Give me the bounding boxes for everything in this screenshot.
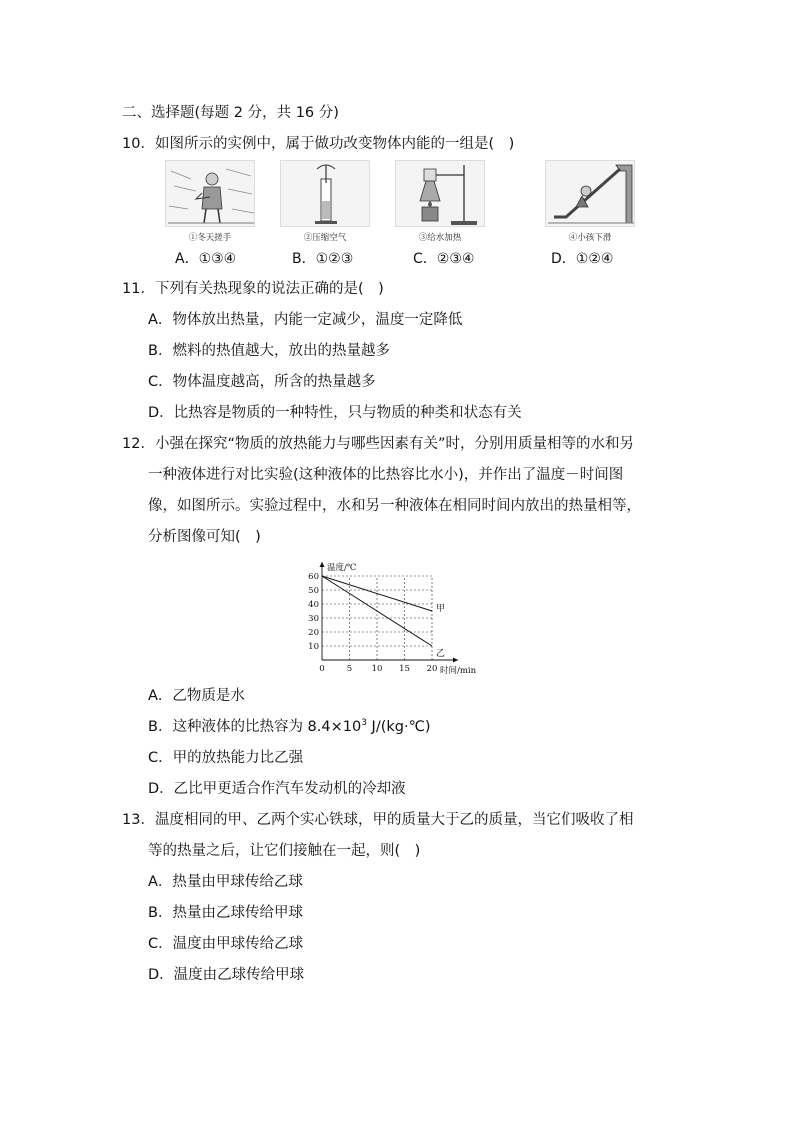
child-on-slide-icon xyxy=(546,161,636,228)
figure-caption-3: ③给水加热 xyxy=(418,233,462,243)
figure-caption-1: ①冬天搓手 xyxy=(188,233,232,243)
y-tick-label: 60 xyxy=(308,572,319,582)
question-11-stem: 11．下列有关热现象的说法正确的是( ) xyxy=(122,281,384,297)
question-13-stem-line-1: 13．温度相同的甲、乙两个实心铁球，甲的质量大于乙的质量，当它们吸收了相 xyxy=(122,812,634,828)
chart-series xyxy=(322,576,445,659)
person-rubbing-hands-icon xyxy=(166,161,256,228)
x-tick-label: 20 xyxy=(426,664,438,674)
q13-option-a[interactable]: A．热量由甲球传给乙球 xyxy=(148,874,303,890)
question-12-stem-line-3: 像，如图所示。实验过程中，水和另一种液体在相同时间内放出的热量相等， xyxy=(148,498,641,514)
figure-compress-air xyxy=(280,160,370,227)
section-heading: 二、选择题(每题 2 分，共 16 分) xyxy=(122,105,339,121)
question-10-stem: 10．如图所示的实例中，属于做功改变物体内能的一组是( ) xyxy=(122,136,515,152)
q13-option-d[interactable]: D．温度由乙球传给甲球 xyxy=(148,967,305,983)
chart-ticks xyxy=(308,572,437,674)
y-tick-label: 20 xyxy=(308,628,319,638)
chart-grid xyxy=(322,576,432,660)
q10-option-d[interactable]: D．①②④ xyxy=(551,251,614,267)
question-13-stem-line-2: 等的热量之后，让它们接触在一起，则( ) xyxy=(148,843,421,859)
q10-option-a[interactable]: A．①③④ xyxy=(175,251,237,267)
figure-caption-4: ④小孩下滑 xyxy=(568,233,612,243)
q12-option-b-exponent: 3 xyxy=(361,718,367,729)
x-tick-label: 5 xyxy=(346,664,353,674)
series-line-1 xyxy=(322,576,432,611)
x-tick-label: 10 xyxy=(371,664,383,674)
q12-option-c[interactable]: C．甲的放热能力比乙强 xyxy=(148,750,304,766)
y-tick-label: 10 xyxy=(308,642,319,652)
x-tick-label: 15 xyxy=(399,664,410,674)
x-axis-arrow xyxy=(453,658,458,663)
question-12-stem-line-4: 分析图像可知( ) xyxy=(148,529,261,545)
q12-option-d[interactable]: D．乙比甲更适合作汽车发动机的冷却液 xyxy=(148,781,406,797)
figure-heat-water xyxy=(395,160,485,227)
y-tick-label: 50 xyxy=(308,586,319,596)
q12-option-b[interactable] xyxy=(148,717,431,737)
temperature-time-chart xyxy=(300,555,490,680)
y-axis-arrow xyxy=(320,562,325,567)
figure-rubbing-hands xyxy=(165,160,255,227)
q10-option-b[interactable]: B．①②③ xyxy=(292,251,354,267)
question-12-stem-line-2: 一种液体进行对比实验(这种液体的比热容比水小)，并作出了温度－时间图 xyxy=(148,467,624,483)
y-tick-label: 40 xyxy=(308,600,319,610)
x-axis-label: 时间/min xyxy=(440,666,477,676)
q13-option-b[interactable]: B．热量由乙球传给甲球 xyxy=(148,905,303,921)
question-12-stem-line-1: 12．小强在探究“物质的放热能力与哪些因素有关”时，分别用质量相等的水和另 xyxy=(122,436,634,452)
flask-on-stand-icon xyxy=(396,161,486,228)
q11-option-b[interactable]: B．燃料的热值越大，放出的热量越多 xyxy=(148,343,390,359)
series-label-2: 乙 xyxy=(436,649,446,659)
y-tick-label: 30 xyxy=(308,614,319,624)
series-label-1: 甲 xyxy=(436,604,446,614)
q13-option-c[interactable]: C．温度由甲球传给乙球 xyxy=(148,936,304,952)
q12-option-b-unit: J/(kg·℃) xyxy=(366,719,431,735)
y-axis-label: 温度/℃ xyxy=(327,563,357,573)
q12-option-b-main: B．这种液体的比热容为 8.4×10 xyxy=(148,719,362,735)
q10-option-c[interactable]: C．②③④ xyxy=(413,251,475,267)
figure-caption-2: ②压缩空气 xyxy=(303,233,347,243)
figure-child-slide xyxy=(545,160,635,227)
q11-option-a[interactable]: A．物体放出热量，内能一定减少，温度一定降低 xyxy=(148,312,463,328)
q12-option-a[interactable]: A．乙物质是水 xyxy=(148,688,245,704)
piston-syringe-icon xyxy=(281,161,371,228)
q11-option-d[interactable]: D．比热容是物质的一种特性，只与物质的种类和状态有关 xyxy=(148,405,522,421)
q11-option-c[interactable]: C．物体温度越高，所含的热量越多 xyxy=(148,374,376,390)
x-tick-label: 0 xyxy=(319,664,325,674)
